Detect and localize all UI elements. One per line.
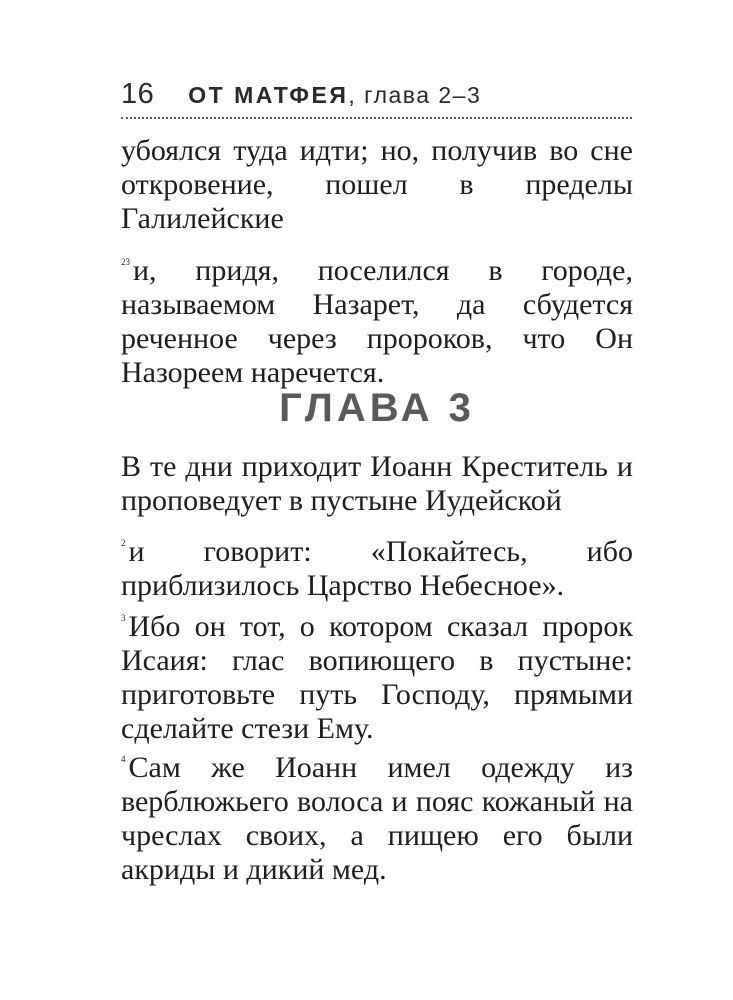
verse-text: В те дни приходит Иоанн Креститель и проповедует в пустыне Иудейской xyxy=(121,450,633,517)
verse-number: 23 xyxy=(121,257,130,267)
verse-23 xyxy=(121,245,633,390)
verse-text: и, придя, поселился в городе, называемом Назарет, да сбудется реченное через пророков, что Он Назореем наречется. xyxy=(121,254,633,389)
verse-4 xyxy=(121,742,633,887)
chapter-range: , глава 2–3 xyxy=(348,82,482,108)
verse-3 xyxy=(121,601,633,746)
verse-number: 2 xyxy=(121,538,126,548)
verse-text: Сам же Иоанн имел одежду из верблюжьего волоса и пояс кожаный на чреслах своих, а пищею его были акриды и дикий мед. xyxy=(121,751,633,886)
verse-1 xyxy=(121,450,633,518)
verse-continuation xyxy=(121,134,633,236)
verse-number: 4 xyxy=(121,754,126,764)
verse-text: и говорит: «Покайтесь, ибо приблизилось Царство Небесное». xyxy=(121,535,633,602)
verse-text: убоялся туда идти; но, получив во сне откровение, пошел в пределы Галилейские xyxy=(121,134,633,235)
verse-text: Ибо он тот, о котором сказал пророк Исаия: глас вопиющего в пустыне: приготовьте путь Господу, прямыми сделайте стези Ему. xyxy=(121,610,633,745)
verse-number: 3 xyxy=(121,613,126,623)
verse-2 xyxy=(121,526,633,603)
running-head xyxy=(121,78,632,111)
chapter-heading: ГЛАВА 3 xyxy=(279,386,475,430)
book-title: ОТ МАТФЕЯ xyxy=(188,82,349,108)
page-number: 16 xyxy=(121,78,155,110)
header-dotted-rule xyxy=(121,117,632,119)
